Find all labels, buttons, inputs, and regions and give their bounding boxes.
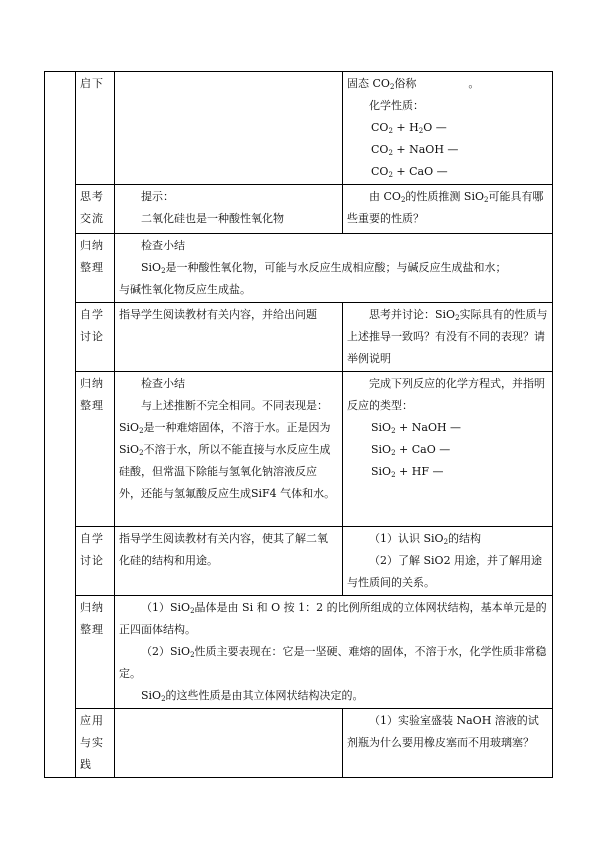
table-row (45, 596, 553, 709)
stage-cell: 归纳 整理 (76, 372, 115, 527)
teacher-activity-cell: 提示： 二氧化硅也是一种酸性氧化物 (115, 185, 343, 234)
table-row (45, 372, 553, 527)
stage-cell: 思考 交流 (76, 185, 115, 234)
student-activity-cell: 由 $CO_2$的性质推测 SiO$_2$可能具有哪些重要的性质？ (343, 185, 553, 234)
stage-cell: 应用 与实 践 (76, 709, 115, 778)
stage-cell: 归纳 整理 (76, 596, 115, 709)
table-row (45, 234, 553, 303)
teacher-activity-cell (115, 72, 343, 185)
blank-margin-column (45, 72, 76, 778)
stage-cell: 自学 讨论 (76, 303, 115, 372)
student-activity-cell: （1）认识 SiO$_2$的结构 （2）了解 SiO2 用途，并了解用途与性质间的关系。 (343, 527, 553, 596)
teacher-activity-cell: 检查小结 与上述推断不完全相同。不同表现是：SiO$_2$是一种难熔固体，不溶于水。正是因为 SiO$_2$不溶于水，所以不能直接与水反应生成硅酸，但常温下除能与氢氧化钠溶液反应外，还能与氢氟酸反应生成SiF4 气体和水。 (115, 372, 343, 527)
student-activity-cell: （1）实验室盛装 NaOH 溶液的试剂瓶为什么要用橡皮塞而不用玻璃塞？ (343, 709, 553, 778)
teacher-activity-cell: 指导学生阅读教材有关内容，并给出问题 (115, 303, 343, 372)
summary-cell: （1）SiO$_2$晶体是由 Si 和 O 按 1：2 的比例所组成的立体网状结构，基本单元是的正四面体结构。 （2）SiO$_2$性质主要表现在：它是一坚硬、难熔的固体，不溶于水，化学性质非常稳定。 SiO$_2$的这些性质是由其立体网状结构决定的。 (115, 596, 553, 709)
table-row (45, 303, 553, 372)
table-row (45, 72, 553, 185)
summary-cell: 检查小结 SiO$_2$是一种酸性氧化物，可能与水反应生成相应酸；与碱反应生成盐和水； 与碱性氧化物反应生成盐。 (115, 234, 553, 303)
lesson-plan-table (44, 71, 553, 778)
teacher-activity-cell: 指导学生阅读教材有关内容，使其了解二氧化硅的结构和用途。 (115, 527, 343, 596)
table-row (45, 185, 553, 234)
student-activity-cell: 固态 $CO_2$俗称 。 化学性质： $CO_2 + H_2O$ — $CO_2$ + NaOH — $CO_2$ + CaO — (343, 72, 553, 185)
student-activity-cell: 思考并讨论：SiO$_2$实际具有的性质与上述推导一致吗？有没有不同的表现？请举例说明 (343, 303, 553, 372)
teacher-activity-cell (115, 709, 343, 778)
student-activity-cell: 完成下列反应的化学方程式，并指明反应的类型： SiO$_2$ + NaOH — SiO$_2$ + CaO — SiO$_2$ + HF — (343, 372, 553, 527)
table-row (45, 709, 553, 778)
stage-cell: 归纳 整理 (76, 234, 115, 303)
stage-cell: 启下 (76, 72, 115, 185)
table-row (45, 527, 553, 596)
stage-cell: 自学 讨论 (76, 527, 115, 596)
